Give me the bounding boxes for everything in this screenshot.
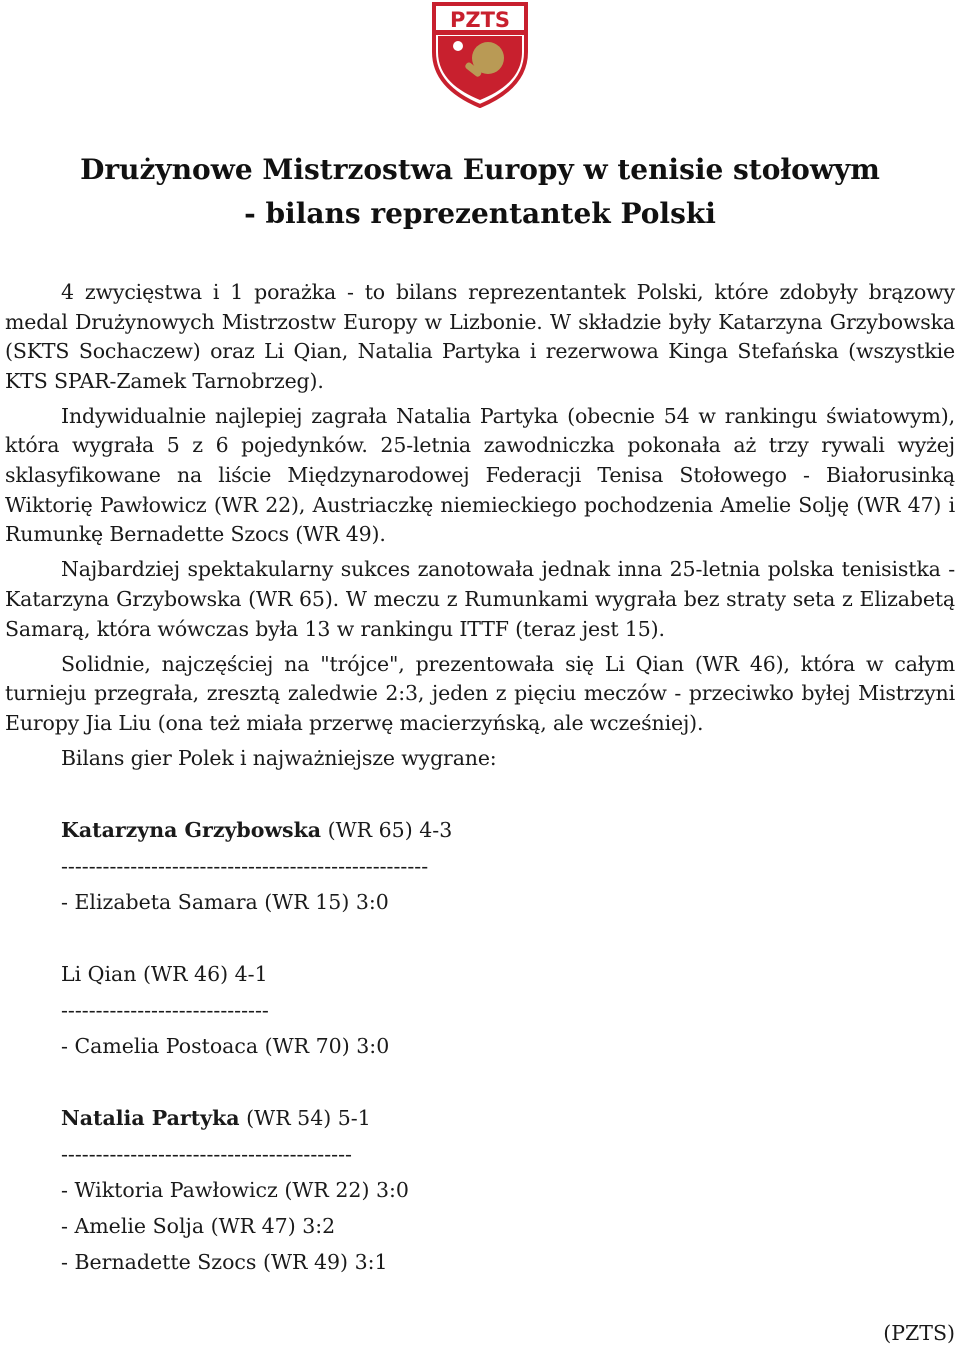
win-item: - Bernadette Szocs (WR 49) 3:1 [61, 1250, 388, 1274]
win-item: - Elizabeta Samara (WR 15) 3:0 [61, 890, 389, 914]
title-line-2: - bilans reprezentantek Polski [244, 197, 716, 230]
player-record: (WR 65) 4-3 [327, 818, 453, 842]
player-header [61, 812, 941, 848]
separator: ------------------------------ [61, 998, 269, 1022]
page-title [0, 148, 960, 236]
player-header [61, 1100, 941, 1136]
player-name: Li Qian [61, 962, 137, 986]
results-list [61, 812, 941, 1280]
paragraph: 4 zwycięstwa i 1 porażka - to bilans reprezentantek Polski, które zdobyły brązowy medal Drużynowych Mistrzostw Europy w Lizbonie. W składzie były Katarzyna Grzybowska (SKTS Sochaczew) oraz Li Qian, Natalia Partyka i rezerwowa Kinga Stefańska (wszystkie KTS SPAR-Zamek Tarnobrzeg). [5, 280, 955, 393]
win-item: - Wiktoria Pawłowicz (WR 22) 3:0 [61, 1178, 409, 1202]
source-credit: (PZTS) [883, 1321, 955, 1345]
paragraph: Indywidualnie najlepiej zagrała Natalia Partyka (obecnie 54 w rankingu światowym), która wygrała 5 z 6 pojedynków. 25-letnia zawodniczka pokonała aż trzy rywali wyżej sklasyfikowane na liście Międzynarodowej Federacji Tenisa Stołowego - Białorusinką Wiktorię Pawłowicz (WR 22), Austriaczkę niemieckiego pochodzenia Amelie Solję (WR 47) i Rumunkę Bernadette Szocs (WR 49). [5, 403, 955, 547]
player-header [61, 956, 941, 992]
spacer [61, 1064, 941, 1100]
separator: ------------------------------------------ [61, 1142, 352, 1166]
paragraph: Solidnie, najczęściej na "trójce", prezentowała się Li Qian (WR 46), która w całym turnieju przegrała, zresztą zaledwie 2:3, jeden z pięciu meczów - przeciwko byłej Mistrzyni Europy Jia Liu (ona też miała przerwę macierzyńską, ale wcześniej). [5, 651, 955, 735]
title-line-1: Drużynowe Mistrzostwa Europy w tenisie stołowym [80, 153, 880, 186]
player-record: (WR 46) 4-1 [143, 962, 268, 986]
spacer [61, 920, 941, 956]
player-record: (WR 54) 5-1 [246, 1106, 371, 1130]
separator: ----------------------------------------------------- [61, 854, 429, 878]
win-item: - Amelie Solja (WR 47) 3:2 [61, 1214, 336, 1238]
pzts-logo [428, 0, 532, 108]
logo-text: PZTS [449, 8, 511, 32]
paragraph: Bilans gier Polek i najważniejsze wygrane: [61, 745, 497, 770]
paragraph: Najbardziej spektakularny sukces zanotowała jednak inna 25-letnia polska tenisistka - Katarzyna Grzybowska (WR 65). W meczu z Rumunkami wygrała bez straty seta z Elizabetą Samarą, która wówczas była 13 w rankingu ITTF (teraz jest 15). [5, 557, 955, 641]
player-name: Natalia Partyka [61, 1106, 240, 1130]
article-body [5, 278, 955, 774]
player-name: Katarzyna Grzybowska [61, 818, 322, 842]
win-item: - Camelia Postoaca (WR 70) 3:0 [61, 1034, 390, 1058]
